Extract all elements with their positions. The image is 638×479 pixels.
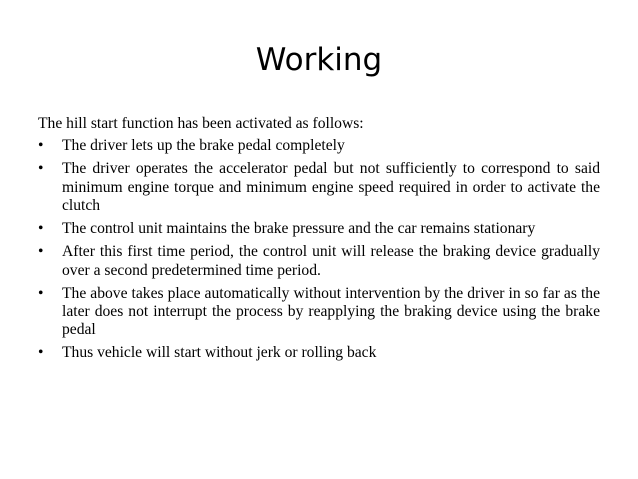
bullet-item xyxy=(38,220,600,238)
bullet-text: After this first time period, the control unit will release the braking device gradually over a second predetermined time period. xyxy=(62,243,600,279)
bullet-list xyxy=(38,137,600,362)
bullet-item xyxy=(38,285,600,340)
bullet-icon: • xyxy=(38,344,44,362)
bullet-icon: • xyxy=(38,137,44,155)
bullet-item xyxy=(38,160,600,215)
bullet-item xyxy=(38,243,600,280)
intro-text: The hill start function has been activated as follows: xyxy=(38,115,364,132)
bullet-icon: • xyxy=(38,284,44,302)
bullet-icon: • xyxy=(38,220,44,238)
slide-title: Working xyxy=(255,42,383,78)
bullet-item xyxy=(38,344,600,362)
bullet-text: The driver operates the accelerator pedal but not sufficiently to correspond to said minimum engine torque and minimum engine speed required in order to activate the clutch xyxy=(62,160,600,215)
slide-body xyxy=(38,115,600,367)
bullet-text: The control unit maintains the brake pressure and the car remains stationary xyxy=(62,220,536,238)
bullet-text: Thus vehicle will start without jerk or rolling back xyxy=(62,344,377,362)
bullet-text: The above takes place automatically without intervention by the driver in so far as the later does not interrupt the process by reapplying the braking device using the brake pedal xyxy=(62,284,600,339)
bullet-item xyxy=(38,137,600,155)
bullet-text: The driver lets up the brake pedal completely xyxy=(62,137,345,155)
bullet-icon: • xyxy=(38,243,44,261)
bullet-icon: • xyxy=(38,160,44,178)
